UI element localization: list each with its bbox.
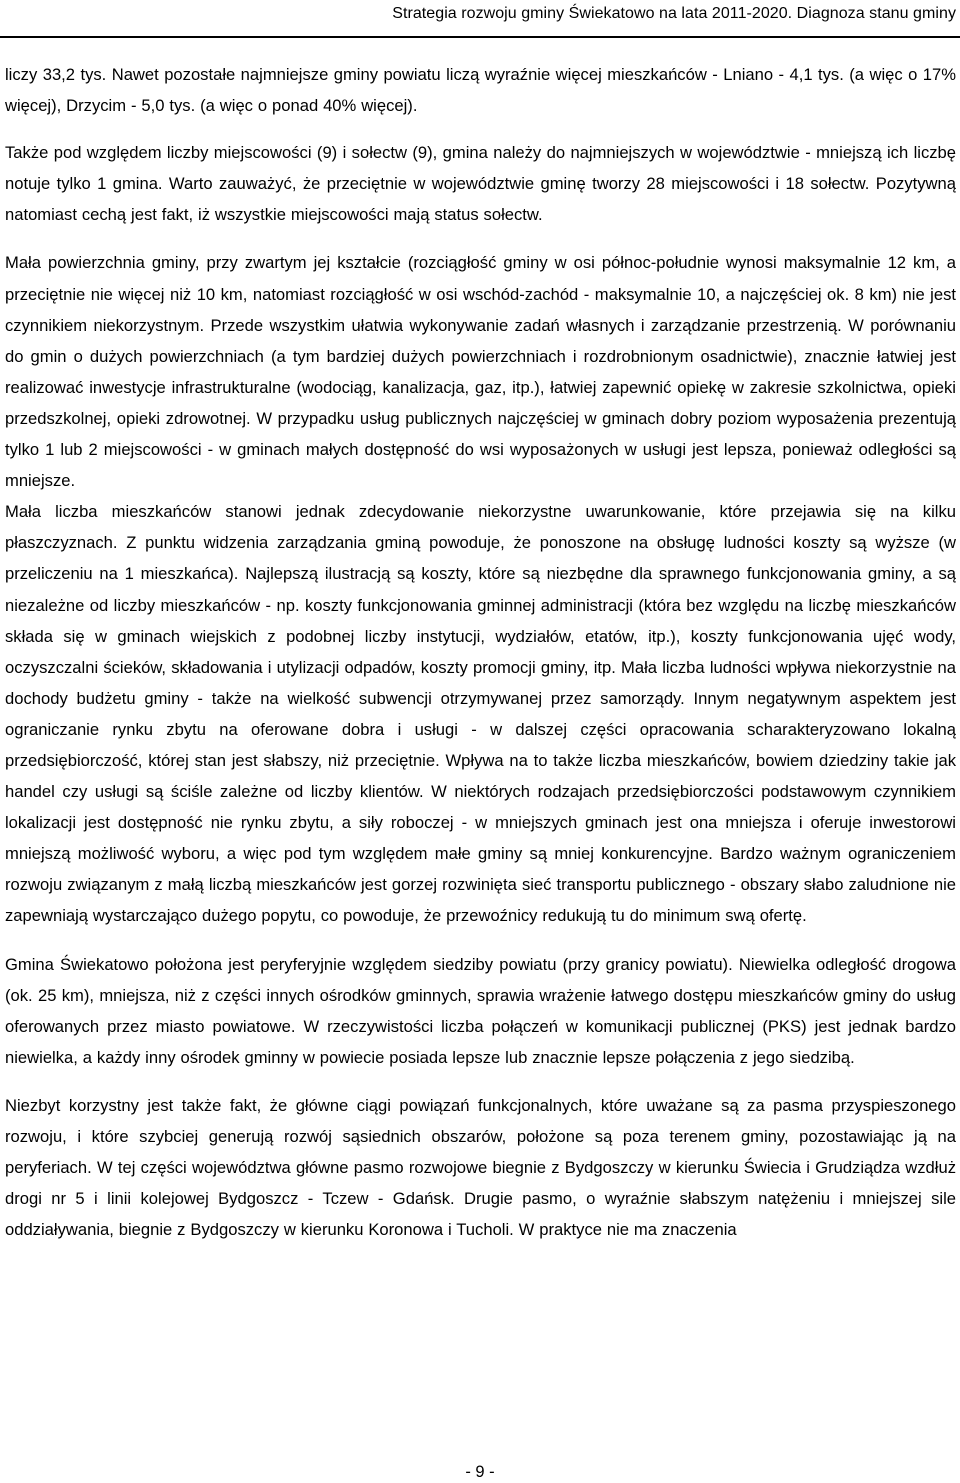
paragraph-peripheral-location: Gmina Świekatowo położona jest peryferyjnie względem siedziby powiatu (przy granicy powiatu). Niewielka odległość drogowa (ok. 25 km), mniejsza, niż z części innych ośrodków gminnych, sprawia wrażenie łatwego dostępu mieszkańców gminy do usług oferowanych przez miasto powiatowe. W rzeczywistości liczba połączeń w komunikacji publicznej (PKS) jest jednak bardzo niewielka, a każdy inny ośrodek gminny w powiecie posiada lepsze lub znacznie lepsze połączenia z jego siedzibą. <box>5 954 956 1067</box>
paragraph-localities: Także pod względem liczby miejscowości (9) i sołectw (9), gmina należy do najmniejszych w województwie - mniejszą ich liczbę notuje tylko 1 gmina. Warto zauważyć, że przeciętnie w województwie gminę tworzy 28 miejscowości i 18 sołectw. Pozytywną natomiast cechą jest fakt, iż wszystkie miejscowości mają status sołectw. <box>5 143 956 225</box>
running-header-title: Strategia rozwoju gminy Świekatowo na lata 2011-2020. Diagnoza stanu gminy <box>392 5 956 22</box>
paragraph-development-corridors: Niezbyt korzystny jest także fakt, że główne ciągi powiązań funkcjonalnych, które uważane są za pasma przyspieszonego rozwoju, i które szybciej generują rozwój sąsiednich obszarów, położone są poza terenem gminy, pozostawiając ją na peryferiach. W tej części województwa główne pasmo rozwojowe biegnie z Bydgoszczy w kierunku Świecia i Grudziądza wzdłuż drogi nr 5 i linii kolejowej Bydgoszcz - Tczew - Gdańsk. Drugie pasmo, o wyraźnie słabszym natężeniu i mniejszej sile oddziaływania, biegnie z Bydgoszczy w kierunku Koronowa i Tucholi. W praktyce nie ma znaczenia <box>5 1095 956 1240</box>
paragraph-small-area: Mała powierzchnia gminy, przy zwartym jej kształcie (rozciągłość gminy w osi północ-południe wynosi maksymalnie 12 km, a przeciętnie nie więcej niż 10 km, natomiast rozciągłość w osi wschód-zachód - maksymalnie 10, a najczęściej ok. 8 km) nie jest czynnikiem niekorzystnym. Przede wszystkim ułatwia wykonywanie zadań własnych i zarządzanie przestrzenią. W porównaniu do gmin o dużych powierzchniach (a tym bardziej dużych powierzchniach i rozdrobnionym osadnictwie), znacznie łatwiej jest realizować inwestycje infrastrukturalne (wodociąg, kanalizacja, gaz, itp.), łatwiej zapewnić opiekę w zakresie szkolnictwa, opieki przedszkolnej, opieki zdrowotnej. W przypadku usług publicznych najczęściej w gminach dobry poziom wyposażenia prezentują tylko 1 lub 2 miejscowości - w gminach małych dostępność do wsi wyposażonych w usługi jest lepsza, ponieważ odległości są mniejsze. <box>5 253 956 491</box>
header-divider <box>0 36 960 38</box>
paragraph-population-continuation: liczy 33,2 tys. Nawet pozostałe najmniejsze gminy powiatu liczą wyraźnie więcej mieszkańców - Lniano - 4,1 tys. (a więc o 17% więcej), Drzycim - 5,0 tys. (a więc o ponad 40% więcej). <box>5 65 956 116</box>
document-body <box>5 59 956 1245</box>
paragraph-small-population: Mała liczba mieszkańców stanowi jednak zdecydowanie niekorzystne uwarunkowanie, które przejawia się na kilku płaszczyznach. Z punktu widzenia zarządzania gminą powoduje, że ponoszone na obsługę ludności koszty są wyższe (w przeliczeniu na 1 mieszkańca). Najlepszą ilustracją są koszty, które są niezbędne dla sprawnego funkcjonowania gminy, a są niezależne od liczby mieszkańców - np. koszty funkcjonowania gminnej administracji (która bez względu na liczbę mieszkańców składa się w gminach wiejskich z podobnej liczby instytucji, wydziałów, etatów, itp.), koszty funkcjonowania ujęć wody, oczyszczalni ścieków, składowania i utylizacji odpadów, koszty promocji gminy, itp. Mała liczba ludności wpływa niekorzystnie na dochody budżetu gminy - także na wielkość subwencji otrzymywanej przez samorządy. Innym negatywnym aspektem jest ograniczanie rynku zbytu na oferowane dobra i usługi - w dalszej części opracowania scharakteryzowano lokalną przedsiębiorczość, której stan jest słabszy, niż przeciętnie. Wpływa na to także liczba mieszkańców, bowiem dziedziny takie jak handel czy usługi są ściśle zależne od liczby klientów. W niektórych rodzajach przedsiębiorczości podstawowym czynnikiem lokalizacji jest dostępność nie rynku zbytu, a siły roboczej - w mniejszych gminach jest ona mniejsza i oferuje inwestorowi mniejszą możliwość wyboru, a więc pod tym względem małe gminy są mniej konkurencyjne. Bardzo ważnym ograniczeniem rozwoju związanym z małą liczbą mieszkańców jest gorzej rozwinięta sieć transportu publicznego - obszary słabo zaludnione nie zapewniają wystarczająco dużego popytu, co powoduje, że przewoźnicy redukują tu do minimum swą ofertę. <box>5 502 956 926</box>
page-number: - 9 - <box>465 1463 495 1481</box>
